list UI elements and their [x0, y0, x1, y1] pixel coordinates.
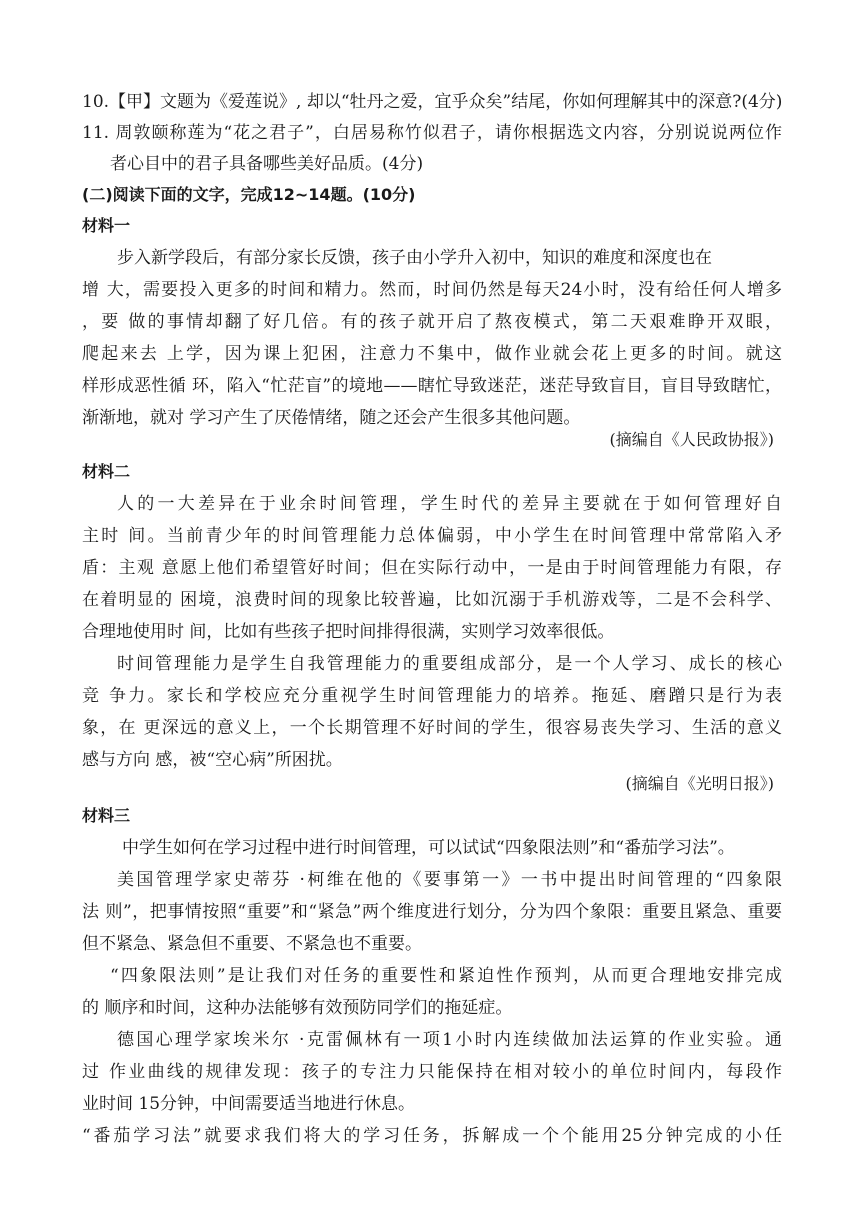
- material-2-source: (摘编自《光明日报》): [625, 774, 774, 793]
- material-2-line: 合理地使用时 间，比如有些孩子把时间排得很满，实则学习效率很低。: [82, 622, 615, 642]
- question-11-line-1: 11. 周敦颐称莲为“花之君子”，白居易称竹似君子，请你根据选文内容，分别说说两位作: [82, 123, 782, 143]
- material-2-line: 感与方向 感，被“空心病”所困扰。: [82, 750, 343, 770]
- material-3-line: 中学生如何在学习过程中进行时间管理，可以试试“四象限法则”和“番茄学习法”。: [122, 838, 735, 858]
- material-1-line: 步入新学段后，有部分家长反馈，孩子由小学升入初中，知识的难度和深度也在: [117, 248, 712, 268]
- material-2-line: 主时 间。当前青少年的时间管理能力总体偏弱，中小学生在时间管理中常常陷入矛: [82, 526, 782, 546]
- material-1-source: (摘编自《人民政协报》): [609, 430, 774, 449]
- material-3-line: 法 则”，把事情按照“重要”和“紧急”两个维度进行划分，分为四个象限：重要且紧急、重要: [82, 902, 782, 922]
- question-10: 10.【甲】文题为《爱莲说》, 却以“牡丹之爱，宜乎众矣”结尾，你如何理解其中的深意?(4分): [82, 92, 783, 112]
- material-1-line: 渐渐地，就对 学习产生了厌倦情绪，随之还会产生很多其他问题。: [82, 408, 581, 428]
- material-1-line: 增 大，需要投入更多的时间和精力。然而，时间仍然是每天24小时，没有给任何人增多: [82, 280, 782, 300]
- material-2-line: 时间管理能力是学生自我管理能力的重要组成部分，是一个人学习、成长的核心: [117, 654, 782, 674]
- material-3-line: “番茄学习法”就要求我们将大的学习任务，拆解成一个个能用25分钟完成的小任: [82, 1126, 782, 1146]
- section-2-heading: (二)阅读下面的文字，完成12~14题。(10分): [82, 185, 416, 204]
- material-2-line: 在着明显的 困境，浪费时间的现象比较普遍，比如沉溺于手机游戏等，二是不会科学、: [82, 590, 782, 610]
- material-1-line: 爬起来去 上学，因为课上犯困，注意力不集中，做作业就会花上更多的时间。就这: [82, 344, 782, 364]
- material-3-line: 美国管理学家史蒂芬 ·柯维在他的《要事第一》一书中提出时间管理的“四象限: [117, 870, 782, 890]
- material-2-heading: 材料二: [82, 462, 131, 481]
- material-2-line: 盾：主观 意愿上他们希望管好时间；但在实际行动中，一是由于时间管理能力有限，存: [82, 558, 782, 578]
- material-1-heading: 材料一: [82, 216, 131, 235]
- material-3-line: 业时间 15分钟，中间需要适当地进行休息。: [82, 1094, 416, 1114]
- material-3-line: 的 顺序和时间，这种办法能够有效预防同学们的拖延症。: [82, 998, 513, 1018]
- material-3-line: 但不紧急、紧急但不重要、不紧急也不重要。: [82, 934, 422, 954]
- material-3-line: “四象限法则”是让我们对任务的重要性和紧迫性作预判，从而更合理地安排完成: [110, 966, 782, 986]
- material-2-line: 象，在 更深远的意义上，一个长期管理不好时间的学生，很容易丧失学习、生活的意义: [82, 718, 782, 738]
- material-1-line: ，要 做的事情却翻了好几倍。有的孩子就开启了熬夜模式，第二天艰难睁开双眼，: [82, 312, 782, 332]
- material-3-line: 过 作业曲线的规律发现：孩子的专注力只能保持在相对较小的单位时间内，每段作: [82, 1062, 782, 1082]
- material-2-line: 人的一大差异在于业余时间管理，学生时代的差异主要就在于如何管理好自: [117, 494, 782, 514]
- question-11-line-2: 者心目中的君子具备哪些美好品质。(4分): [110, 154, 424, 174]
- material-3-line: 德国心理学家埃米尔 ·克雷佩林有一项1小时内连续做加法运算的作业实验。通: [117, 1030, 782, 1050]
- material-3-heading: 材料三: [82, 806, 131, 825]
- material-2-line: 竞 争力。家长和学校应充分重视学生时间管理能力的培养。拖延、磨蹭只是行为表: [82, 686, 782, 706]
- material-1-line: 样形成恶性循 环，陷入“忙茫盲”的境地——瞎忙导致迷茫，迷茫导致盲目，盲目导致瞎忙，: [82, 376, 782, 396]
